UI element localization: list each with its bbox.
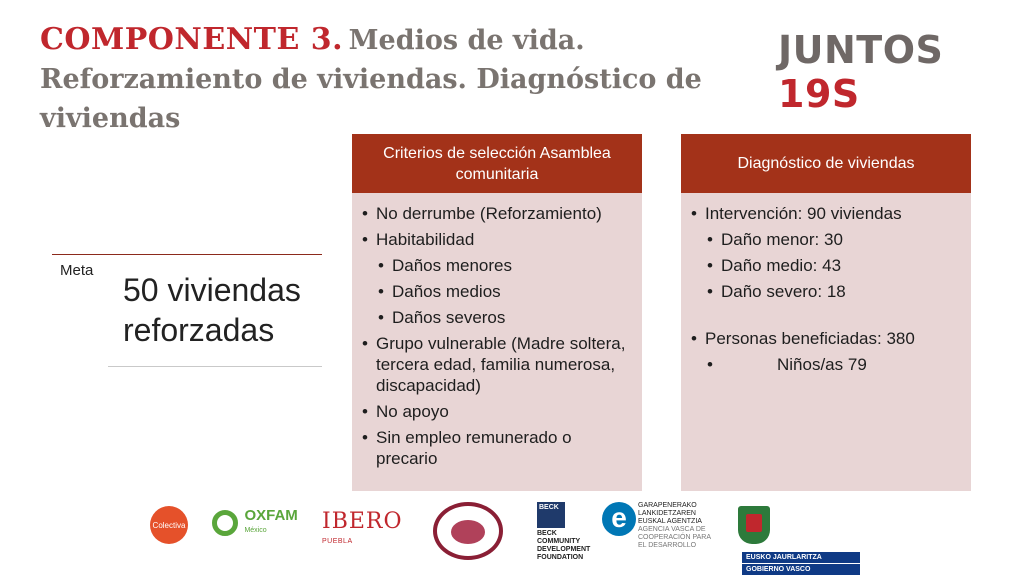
list-item: • Personas beneficiadas: 380: [691, 328, 961, 349]
brand-number: 19S: [778, 72, 860, 116]
list-item: • Daños medios: [378, 281, 632, 302]
basque-government-logo: EUSKO JAURLARITZA GOBIERNO VASCO: [738, 506, 880, 576]
diagnosis-header: Diagnóstico de viviendas: [681, 134, 971, 193]
meta-divider-top: [52, 254, 322, 255]
juntos-19s-logo: [778, 28, 1024, 116]
colectiva-logo: Colectiva: [150, 506, 188, 544]
diagnosis-list: [681, 193, 971, 375]
red-seal-logo: [433, 502, 503, 560]
list-item: • No apoyo: [362, 401, 632, 422]
criteria-card: [352, 134, 642, 491]
list-item: • Daños severos: [378, 307, 632, 328]
list-item: • Sin empleo remunerado o precario: [362, 427, 632, 469]
list-item: • Intervención: 90 viviendas: [691, 203, 961, 224]
diagnosis-card: [681, 134, 971, 491]
meta-divider-bottom: [108, 366, 322, 367]
meta-value: 50 viviendas reforzadas: [123, 272, 301, 348]
oxfam-ring-icon: [212, 510, 238, 536]
brand-word: JUNTOS: [778, 28, 944, 72]
list-item: • Habitabilidad: [362, 229, 632, 250]
partner-logos: [140, 498, 880, 573]
title-text: Medios de vida. Reforzamiento de viviendas. Diagnóstico de viviendas: [40, 25, 702, 134]
list-item: • Grupo vulnerable (Madre soltera, tercera edad, familia numerosa, discapacidad): [362, 333, 632, 396]
list-item: • Niños/as 79: [707, 354, 961, 375]
coat-of-arms-icon: [738, 506, 770, 544]
slide-title: [40, 22, 760, 140]
criteria-header: Criterios de selección Asamblea comunitaria: [352, 134, 642, 193]
list-item: • Daños menores: [378, 255, 632, 276]
criteria-list: [352, 193, 642, 469]
list-item: • No derrumbe (Reforzamiento): [362, 203, 632, 224]
beck-foundation-logo: BECK BECK COMMUNITY DEVELOPMENT FOUNDATION: [537, 504, 591, 561]
component-label: COMPONENTE 3.: [40, 22, 344, 57]
meta-label: Meta: [60, 262, 94, 279]
list-item: • Daño menor: 30: [707, 229, 961, 250]
ibero-logo: IBERO PUEBLA: [322, 509, 403, 545]
oxfam-logo: OXFAM México: [212, 508, 298, 538]
basque-cooperation-agency-logo: e GARAPENERAKO LANKIDETZAREN EUSKAL AGENTZIA AGENCIA VASCA DE COOPERACIÓN PARA EL DESARROLLO: [602, 502, 722, 550]
list-item: • Daño medio: 43: [707, 255, 961, 276]
list-item: • Daño severo: 18: [707, 281, 961, 302]
